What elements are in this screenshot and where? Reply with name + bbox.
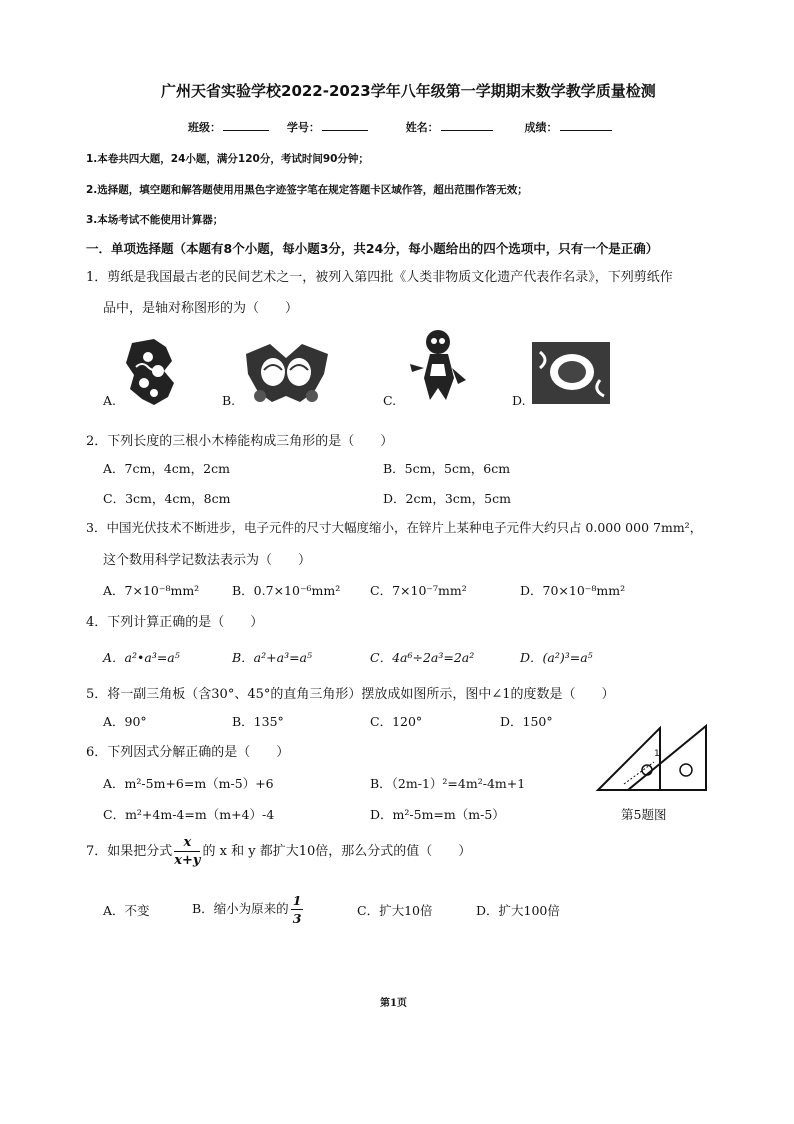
q2-option-b: B．5cm，5cm，6cm	[383, 461, 511, 476]
q7-fraction-numerator: x	[174, 834, 200, 852]
number-label: 学号：	[286, 121, 320, 134]
q7-option-b-text: B．缩小为原来的	[192, 901, 289, 916]
q2-option-a: A．7cm，4cm，2cm	[103, 461, 230, 476]
q3-option-c: C．7×10⁻⁷mm²	[370, 583, 467, 598]
q4-option-a: A．a²•a³=a⁵	[103, 650, 180, 665]
q7-option-b-numerator: 1	[292, 893, 302, 908]
q7-option-a: A．不变	[103, 903, 150, 918]
q2-option-d: D．2cm，3cm，5cm	[383, 491, 511, 506]
class-label: 班级：	[188, 121, 221, 134]
q1-line1: 1．剪纸是我国最古老的民间艺术之一，被列入第四批《人类非物质文化遗产代表作名录》，下列剪纸作	[86, 270, 673, 285]
q5-figure-caption: 第5题图	[621, 807, 667, 822]
q7-prefix: 7．如果把分式	[86, 844, 173, 859]
q1-label-c: C.	[383, 393, 397, 408]
q7-option-b-denominator: 3	[292, 911, 302, 926]
q6-option-a: A．m²-5m+6=m（m-5）+6	[103, 776, 274, 791]
paper-cut-c-image	[408, 328, 468, 408]
q7-suffix: 的 x 和 y 都扩大10倍，那么分式的值（ ）	[202, 844, 472, 859]
page-title: 广州天省实验学校2022-2023学年八年级第一学期期末数学教学质量检测	[161, 82, 656, 100]
q4-option-b: B．a²+a³=a⁵	[232, 650, 313, 665]
note-3: 3.本场考试不能使用计算器；	[86, 214, 224, 226]
q6-option-b: B．（2m-1）²=4m²-4m+1	[370, 776, 526, 791]
q4-option-d: D．(a²)³=a⁵	[520, 650, 593, 665]
number-blank	[322, 120, 368, 131]
name-blank	[441, 120, 493, 131]
q5-figure	[594, 722, 718, 794]
q5-angle-label: 1	[654, 749, 660, 759]
name-label: 姓名：	[405, 121, 439, 134]
q5-option-a: A．90°	[103, 714, 147, 729]
info-line	[188, 119, 626, 135]
q1-label-d: D.	[512, 393, 526, 408]
q1-label-b: B.	[222, 393, 236, 408]
q6-stem: 6．下列因式分解正确的是（ ）	[86, 745, 290, 760]
q3-line2: 这个数用科学记数法表示为（ ）	[103, 553, 312, 568]
q4-stem: 4．下列计算正确的是（ ）	[86, 615, 264, 630]
score-label: 成绩：	[524, 121, 558, 134]
q6-option-d: D．m²-5m=m（m-5）	[370, 807, 505, 822]
paper-cut-a-image	[124, 337, 176, 409]
q5-option-d: D．150°	[500, 714, 553, 729]
q3-option-a: A．7×10⁻⁸mm²	[103, 583, 200, 598]
q2-option-c: C．3cm，4cm，8cm	[103, 491, 231, 506]
class-blank	[223, 120, 269, 131]
q7-option-c: C．扩大10倍	[357, 903, 433, 918]
page-footer: 第1页	[380, 998, 407, 1009]
q7-fraction-denominator: x+y	[174, 853, 201, 868]
q7-option-b	[192, 892, 305, 927]
q6-option-c: C．m²+4m-4=m（m+4）-4	[103, 807, 275, 822]
q3-option-b: B．0.7×10⁻⁶mm²	[232, 583, 341, 598]
note-2: 2.选择题，填空题和解答题使用用黑色字迹签字笔在规定答题卡区域作答，超出范围作答无效；	[86, 184, 528, 196]
q7-option-d: D．扩大100倍	[476, 903, 560, 918]
q2-stem: 2．下列长度的三根小木棒能构成三角形的是（ ）	[86, 434, 394, 449]
note-1: 1.本卷共四大题，24小题，满分120分，考试时间90分钟；	[86, 153, 369, 165]
q5-option-c: C．120°	[370, 714, 423, 729]
section-heading: 一．单项选择题（本题有8个小题，每小题3分，共24分，每小题给出的四个选项中，只有一个是正确）	[86, 241, 659, 256]
q5-option-b: B．135°	[232, 714, 284, 729]
q5-stem: 5．将一副三角板（含30°、45°的直角三角形）摆放成如图所示，图中∠1的度数是（ ）	[86, 687, 615, 702]
q3-option-d: D．70×10⁻⁸mm²	[520, 583, 626, 598]
q4-option-c: C．4a⁶÷2a³=2a²	[370, 650, 475, 665]
paper-cut-b-image	[240, 340, 334, 406]
score-blank	[560, 120, 612, 131]
q1-label-a: A.	[103, 393, 117, 408]
q7-stem	[86, 834, 471, 869]
q7-option-b-fraction	[291, 892, 304, 927]
paper-cut-d-image	[530, 340, 612, 406]
q7-fraction	[174, 834, 200, 869]
q3-line1: 3．中国光伏技术不断进步，电子元件的尺寸大幅度缩小，在锌片上某种电子元件大约只占 0.000 000 7mm²，	[86, 520, 703, 535]
q1-line2: 品中，是轴对称图形的为（ ）	[103, 301, 299, 316]
